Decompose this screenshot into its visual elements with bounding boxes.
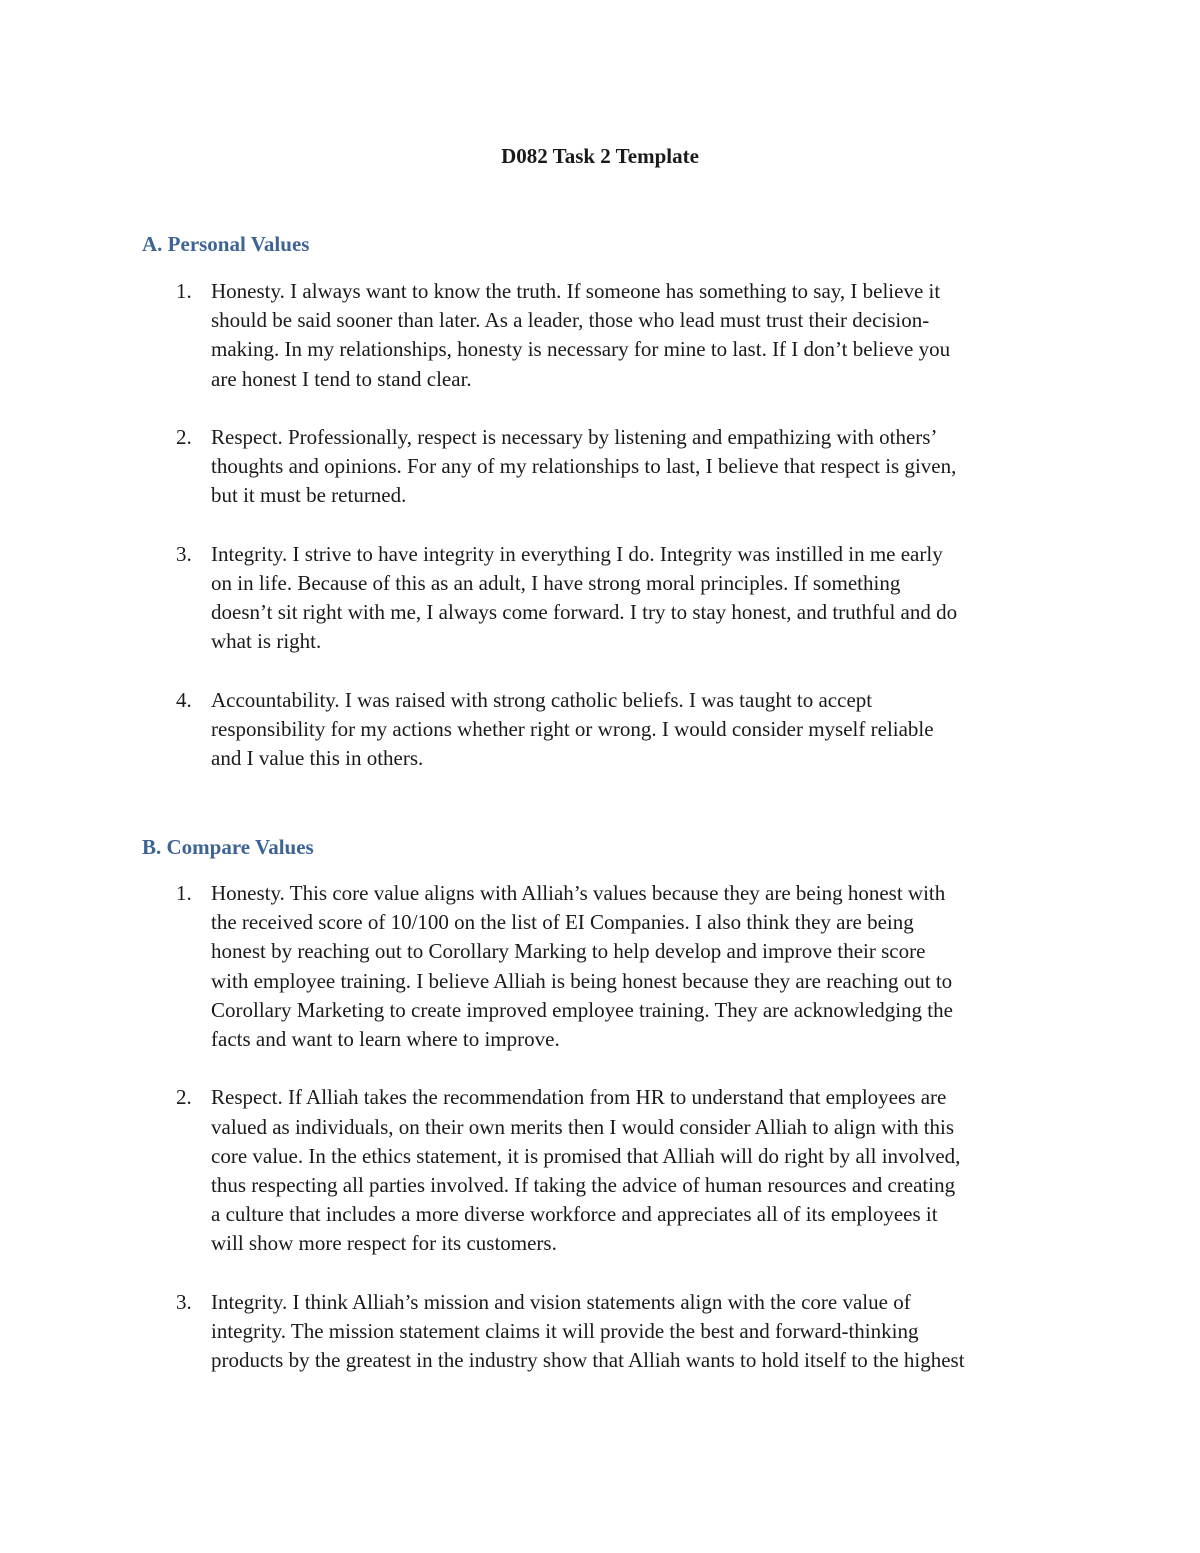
item-number: 3. [176, 541, 192, 566]
item-text: Respect. If Alliah takes the recommendation from HR to understand that employees are valued as individuals, on their own merits then I would consider Alliah to align with this core value. In the ethics statement, it is promised that Alliah will do right by all involved, thus respecting all parties involved. If taking the advice of human resources and creating a culture that includes a more diverse workforce and appreciates all of its employees it will show more respect for its customers. [211, 1085, 961, 1256]
compare-values-list [0, 879, 1200, 1405]
section-heading-personal-values: A. Personal Values [142, 232, 310, 256]
list-item [0, 879, 1061, 1054]
list-item [0, 1083, 1061, 1258]
item-number: 2. [176, 1085, 192, 1110]
list-item [0, 423, 1061, 511]
list-item [0, 1288, 1061, 1376]
item-text: Integrity. I think Alliah’s mission and vision statements align with the core value of integrity. The mission statement claims it will provide the best and forward-thinking products by the greatest in the industry show that Alliah wants to hold itself to the highest [211, 1289, 965, 1373]
item-number: 1. [176, 881, 192, 905]
item-number: 4. [176, 687, 192, 712]
personal-values-list [0, 277, 1200, 803]
item-text: Integrity. I strive to have integrity in everything I do. Integrity was instilled in me early on in life. Because of this as an adult, I have strong moral principles. If something doesn’t sit right with me, I always come forward. I try to stay honest, and truthful and do what is right. [211, 541, 958, 654]
list-item [0, 277, 1061, 394]
document-title: D082 Task 2 Template [501, 144, 699, 168]
item-text: Honesty. I always want to know the truth. If someone has something to say, I believe it should be said sooner than later. As a leader, those who lead must trust their decision- making. In my relationships, honesty is necessary for mine to last. If I don’t believe you are honest I tend to stand clear. [211, 279, 951, 391]
list-item [0, 540, 1061, 657]
list-item [0, 686, 1061, 774]
item-number: 2. [176, 425, 192, 449]
section-heading-compare-values: B. Compare Values [142, 835, 314, 859]
item-number: 3. [176, 1289, 192, 1314]
item-text: Honesty. This core value aligns with Alliah’s values because they are being honest with the received score of 10/100 on the list of EI Companies. I also think they are being honest by reaching out to Corollary Marking to help develop and improve their score with employee training. I believe Alliah is being honest because they are reaching out to Corollary Marketing to create improved employee training. They are acknowledging the facts and want to learn where to improve. [211, 881, 953, 1052]
item-number: 1. [176, 279, 192, 303]
item-text: Accountability. I was raised with strong catholic beliefs. I was taught to accept responsibility for my actions whether right or wrong. I would consider myself reliable and I value this in others. [211, 687, 934, 771]
item-text: Respect. Professionally, respect is necessary by listening and empathizing with others’ thoughts and opinions. For any of my relationships to last, I believe that respect is given, but it must be returned. [211, 425, 957, 508]
